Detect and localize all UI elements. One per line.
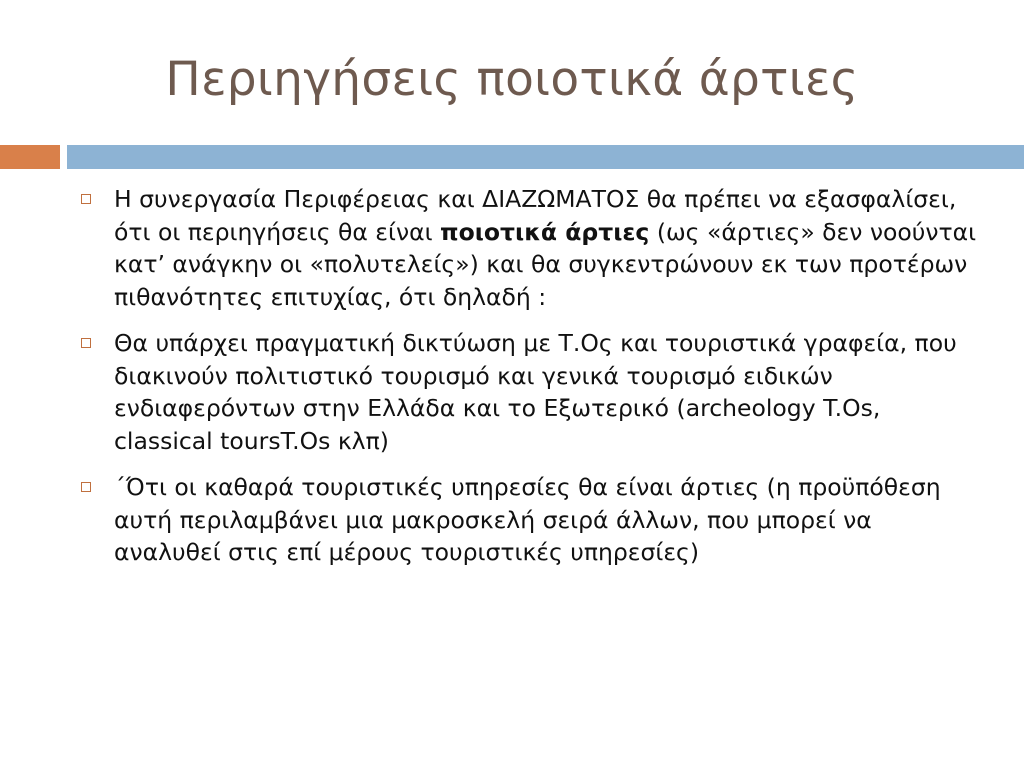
bullet-text-bold: ποιοτικά άρτιες xyxy=(440,217,650,246)
bullet-text: Θα υπάρχει πραγματική δικτύωση με Τ.Ος και τουριστικά γραφεία, που διακινούν πολιτιστικό τουρισμό και γενικά τουρισμό ειδικών ενδιαφερόντων στην Ελλάδα και το Εξωτερικό (archeology T.Os, classical toursT.Os κλπ) xyxy=(114,329,957,455)
square-bullet-icon xyxy=(81,338,91,348)
bullet-item xyxy=(78,471,978,569)
square-bullet-icon xyxy=(81,482,91,492)
title-divider-bar xyxy=(67,145,1024,169)
accent-bar xyxy=(0,145,60,169)
slide-title: Περιηγήσεις ποιοτικά άρτιες xyxy=(165,52,859,107)
bullet-item xyxy=(78,327,978,457)
bullet-item xyxy=(78,183,978,313)
bullet-text: ΄Ότι οι καθαρά τουριστικές υπηρεσίες θα είναι άρτιες (η προϋπόθεση αυτή περιλαμβάνει μια μακροσκελή σειρά άλλων, που μπορεί να αναλυθεί στις επί μέρους τουριστικές υπηρεσίες) xyxy=(114,473,941,566)
bullet-list xyxy=(78,183,978,583)
square-bullet-icon xyxy=(81,194,91,204)
bullet-text: Η συνεργασία Περιφέρειας και ΔΙΑΖΩΜΑΤΟΣ θα πρέπει να εξασφαλίσει, ότι οι περιηγήσεις θα είναι ποιοτικά άρτιες (ως «άρτιες» δεν νοούνται κατ’ ανάγκην οι «πολυτελείς») και θα συγκεντρώνουν εκ των προτέρων πιθανότητες επιτυχίας, ότι δηλαδή : xyxy=(114,185,977,311)
